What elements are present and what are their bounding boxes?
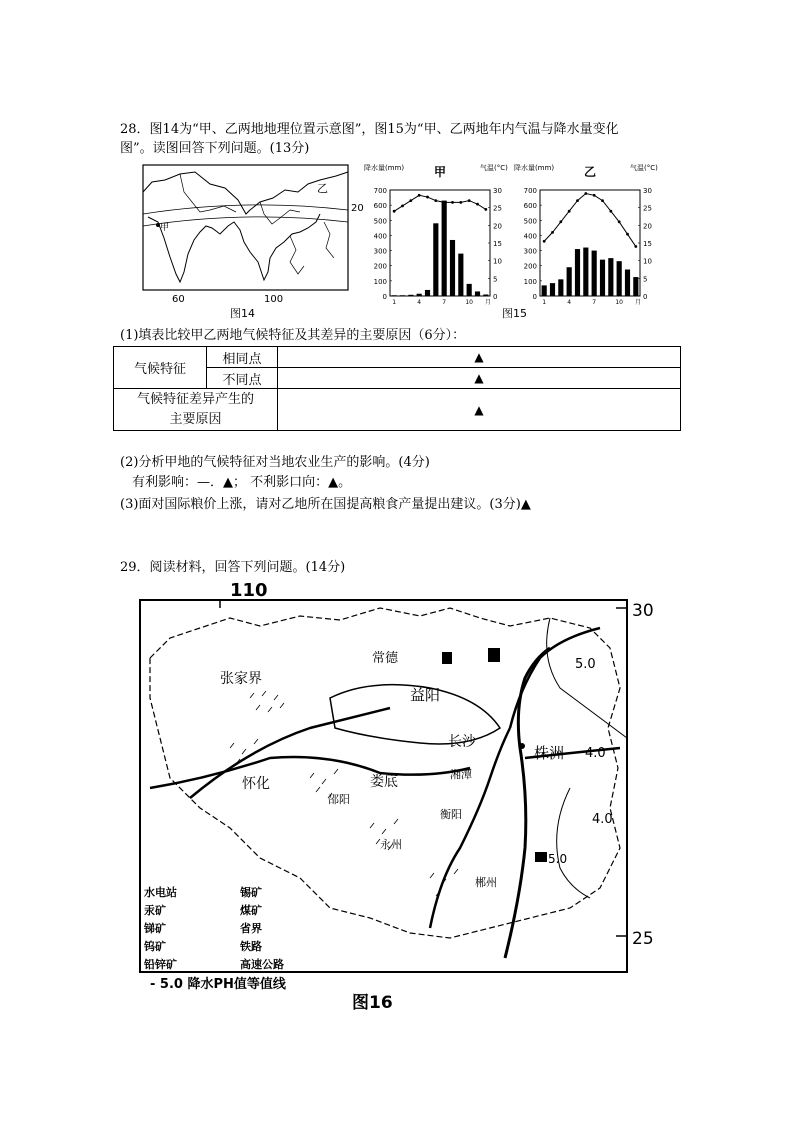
temp-tick-jia: 10 — [493, 257, 502, 266]
precip-tick-yi: 300 — [523, 247, 537, 256]
ph-isoline-1 — [547, 618, 627, 738]
precip-bar-yi-m5 — [575, 249, 580, 296]
temp-point-yi-m11 — [626, 233, 629, 236]
temp-axis-label-jia: 气温(°C) — [480, 164, 508, 172]
temp-point-jia-m6 — [434, 199, 437, 202]
lat-label-20: 20 — [351, 203, 364, 214]
temp-point-yi-m12 — [634, 245, 637, 248]
precip-bar-jia-m11 — [475, 291, 480, 296]
city-changde: 常德 — [372, 651, 399, 666]
city-loudi: 娄底 — [370, 774, 398, 790]
precip-tick-yi: 200 — [523, 262, 537, 271]
precip-tick-yi: 100 — [523, 277, 537, 286]
temp-point-jia-m4 — [418, 194, 421, 197]
city-huaihua: 怀化 — [242, 776, 270, 792]
city-hengyang: 衡阳 — [440, 808, 462, 821]
figure-14-caption: 图14 — [230, 307, 255, 320]
month-tick-jia: 7 — [442, 299, 447, 306]
city-marker-zhuzhou — [519, 743, 525, 749]
precip-bar-jia-m1 — [392, 295, 397, 296]
plot-area-jia — [390, 190, 490, 296]
precip-bar-jia-m10 — [467, 284, 472, 296]
answer-different[interactable]: ▲ — [278, 368, 681, 389]
figure-16-caption: 图16 — [352, 993, 393, 1013]
ph-isoline-2 — [557, 788, 590, 898]
city-markers — [442, 648, 547, 862]
city-yongzhou: 永州 — [380, 838, 402, 851]
temp-line-yi — [544, 194, 636, 247]
ph-label-2: 4.0 — [585, 746, 606, 761]
chart-title-yi: 乙 — [584, 165, 597, 179]
precip-tick-jia: 300 — [373, 247, 387, 256]
precip-bar-yi-m8 — [600, 260, 605, 296]
q28-stem-line1: 28．图14为“甲、乙两地地理位置示意图”，图15为“甲、乙两地年内气温与降水量变化 — [120, 122, 619, 137]
precip-tick-yi: 600 — [523, 202, 537, 211]
row-label-different: 不同点 — [207, 368, 278, 389]
lon-label-100: 100 — [264, 294, 284, 305]
precip-bar-yi-m2 — [550, 283, 555, 296]
lon-label-60: 60 — [172, 294, 185, 305]
month-tick-jia: 10 — [465, 299, 473, 306]
precip-tick-jia: 600 — [373, 202, 387, 211]
temp-tick-yi: 15 — [643, 240, 652, 248]
q28-sub1: (1)填表比较甲乙两地气候特征及其差异的主要原因（6分）： — [120, 328, 466, 343]
city-marker-changde-east — [488, 648, 500, 662]
legend-mercury: 汞矿 — [144, 904, 166, 917]
legend-tungsten: 钨矿 — [144, 940, 166, 953]
q28-stem-line2: 图”。读图回答下列问题。(13分) — [120, 141, 310, 156]
temp-line-jia — [394, 195, 486, 211]
q28-sub2-answer[interactable]: 有利影响：—．▲； 不利影口向：▲。 — [132, 475, 352, 490]
label-yi: 乙 — [317, 182, 328, 195]
city-shaoyang: 邵阳 — [328, 793, 350, 806]
temp-point-jia-m1 — [393, 210, 396, 213]
climate-comparison-table — [113, 346, 681, 431]
temp-tick-yi: 0 — [643, 293, 648, 301]
figure-16-map — [130, 578, 675, 1018]
temp-tick-yi: 5 — [643, 275, 648, 284]
precip-axis-label-jia: 降水量(mm) — [364, 164, 405, 172]
figure-15-caption: 图15 — [502, 307, 527, 320]
temp-tick-jia: 5 — [493, 275, 498, 284]
month-tick-jia: 1 — [392, 299, 397, 306]
precip-bar-jia-m6 — [433, 223, 438, 296]
lon-label-110: 110 — [230, 580, 268, 601]
temp-point-jia-m11 — [476, 203, 479, 206]
label-jia: 甲 — [160, 223, 170, 233]
precip-bar-yi-m3 — [558, 279, 563, 296]
lat-label-25: 25 — [632, 929, 654, 949]
temp-point-jia-m5 — [426, 196, 429, 199]
figure-14-map — [140, 162, 365, 322]
temp-point-jia-m10 — [468, 199, 471, 202]
temp-point-yi-m2 — [551, 231, 554, 234]
ph-isoline-note: - 5.0 降水PH值等值线 — [150, 977, 286, 992]
precip-tick-jia: 200 — [373, 262, 387, 271]
railway-main — [505, 648, 550, 958]
precip-bar-jia-m12 — [483, 294, 488, 296]
city-marker-yiyang — [442, 652, 452, 664]
city-zhuzhou: 株洲 — [534, 744, 565, 762]
legend-coal: 煤矿 — [240, 904, 262, 917]
river-west — [190, 708, 390, 798]
legend-railway: 铁路 — [240, 940, 262, 953]
precip-bar-jia-m8 — [450, 240, 455, 296]
q28-sub3[interactable]: (3)面对国际粮价上涨，请对乙地所在国提高粮食产量提出建议。(3分)▲ — [120, 497, 531, 512]
precip-bar-jia-m2 — [400, 295, 405, 296]
precip-tick-yi: 500 — [523, 217, 537, 226]
legend-expressway: 高速公路 — [240, 958, 284, 971]
city-yiyang: 益阳 — [410, 686, 441, 704]
row-label-reason: 气候特征差异产生的 主要原因 — [114, 389, 278, 431]
q29-stem: 29．阅读材料，回答下列问题。(14分) — [120, 560, 346, 575]
row-group-climate: 气候特征 — [114, 347, 207, 389]
precip-bar-yi-m4 — [567, 267, 572, 296]
temp-point-jia-m3 — [409, 199, 412, 202]
chart-yi — [514, 163, 658, 306]
temp-point-yi-m9 — [609, 210, 612, 213]
precip-bar-jia-m9 — [458, 254, 463, 296]
temp-point-yi-m10 — [618, 220, 621, 223]
precip-bar-jia-m7 — [442, 201, 447, 296]
city-zhangjiajie: 张家界 — [220, 671, 262, 687]
city-xiangtan: 湘潭 — [450, 768, 472, 781]
figure-15-charts — [362, 162, 662, 322]
temp-tick-jia: 30 — [493, 187, 502, 195]
temp-point-jia-m2 — [401, 205, 404, 208]
month-tick-yi: 4 — [567, 299, 572, 306]
month-tick-yi: 月 — [634, 299, 642, 306]
railway-west — [150, 757, 470, 788]
chart-title-jia: 甲 — [434, 165, 447, 179]
precip-tick-jia: 700 — [373, 187, 387, 195]
precip-bar-jia-m3 — [408, 295, 413, 296]
ph-label-4: 5.0 — [548, 852, 568, 866]
temp-tick-jia: 20 — [493, 222, 502, 231]
temp-point-yi-m1 — [543, 240, 546, 243]
city-marker-coal — [535, 852, 547, 862]
precip-bar-jia-m4 — [417, 294, 422, 296]
precip-bar-yi-m7 — [592, 251, 597, 296]
river-xiang — [430, 728, 510, 928]
temp-tick-jia: 0 — [493, 293, 498, 301]
temp-tick-yi: 25 — [643, 204, 652, 213]
precip-bar-jia-m5 — [425, 290, 430, 296]
ph-label-1: 5.0 — [575, 657, 596, 672]
answer-same[interactable]: ▲ — [278, 347, 681, 368]
precip-tick-jia: 500 — [373, 217, 387, 226]
precip-bar-yi-m1 — [542, 285, 547, 296]
temp-point-yi-m7 — [593, 194, 596, 197]
map-legend — [143, 885, 284, 971]
answer-reason[interactable]: ▲ — [278, 389, 681, 431]
legend-antimony: 锑矿 — [144, 922, 166, 935]
precip-tick-yi: 0 — [532, 293, 537, 301]
temp-point-yi-m3 — [559, 220, 562, 223]
month-tick-yi: 10 — [615, 299, 623, 306]
legend-province-border: 省界 — [240, 922, 262, 935]
temp-tick-yi: 20 — [643, 222, 652, 231]
temp-point-yi-m8 — [601, 199, 604, 202]
q28-sub2: (2)分析甲地的气候特征对当地农业生产的影响。(4分) — [120, 455, 430, 470]
precip-tick-yi: 400 — [523, 232, 537, 241]
precip-axis-label-yi: 降水量(mm) — [514, 164, 555, 172]
precip-tick-jia: 100 — [373, 277, 387, 286]
precip-tick-jia: 0 — [382, 293, 387, 301]
temp-tick-yi: 10 — [643, 257, 652, 266]
legend-lead-zinc: 铅锌矿 — [144, 958, 177, 971]
precip-bar-yi-m6 — [583, 248, 588, 296]
latitude-line-20 — [143, 217, 348, 226]
temp-point-yi-m5 — [576, 199, 579, 202]
temp-tick-jia: 25 — [493, 204, 502, 213]
month-tick-jia: 4 — [417, 299, 422, 306]
temp-point-jia-m7 — [443, 201, 446, 204]
precip-tick-yi: 700 — [523, 187, 537, 195]
temp-point-jia-m12 — [484, 208, 487, 211]
precip-bar-yi-m10 — [617, 261, 622, 296]
legend-tin: 锡矿 — [240, 886, 262, 899]
month-tick-jia: 月 — [484, 299, 492, 306]
month-tick-yi: 7 — [592, 299, 597, 306]
temp-axis-label-yi: 气温(°C) — [630, 164, 658, 172]
temp-point-yi-m6 — [584, 192, 587, 195]
legend-hydropower: 水电站 — [144, 886, 177, 899]
south-coastline — [148, 214, 320, 282]
temp-point-jia-m9 — [459, 201, 462, 204]
precip-bar-yi-m11 — [625, 270, 630, 297]
temp-tick-yi: 30 — [643, 187, 652, 195]
ph-label-3: 4.0 — [592, 812, 613, 827]
lat-label-30: 30 — [632, 601, 654, 621]
temp-point-yi-m4 — [568, 210, 571, 213]
chart-jia — [364, 163, 508, 306]
temp-point-jia-m8 — [451, 201, 454, 204]
city-chenzhou: 郴州 — [475, 876, 497, 889]
city-changsha: 长沙 — [448, 734, 476, 750]
temp-tick-jia: 15 — [493, 240, 502, 248]
precip-bar-yi-m9 — [608, 258, 613, 296]
precip-tick-jia: 400 — [373, 232, 387, 241]
month-tick-yi: 1 — [542, 299, 547, 306]
precip-bar-yi-m12 — [633, 277, 638, 296]
row-label-same: 相同点 — [207, 347, 278, 368]
